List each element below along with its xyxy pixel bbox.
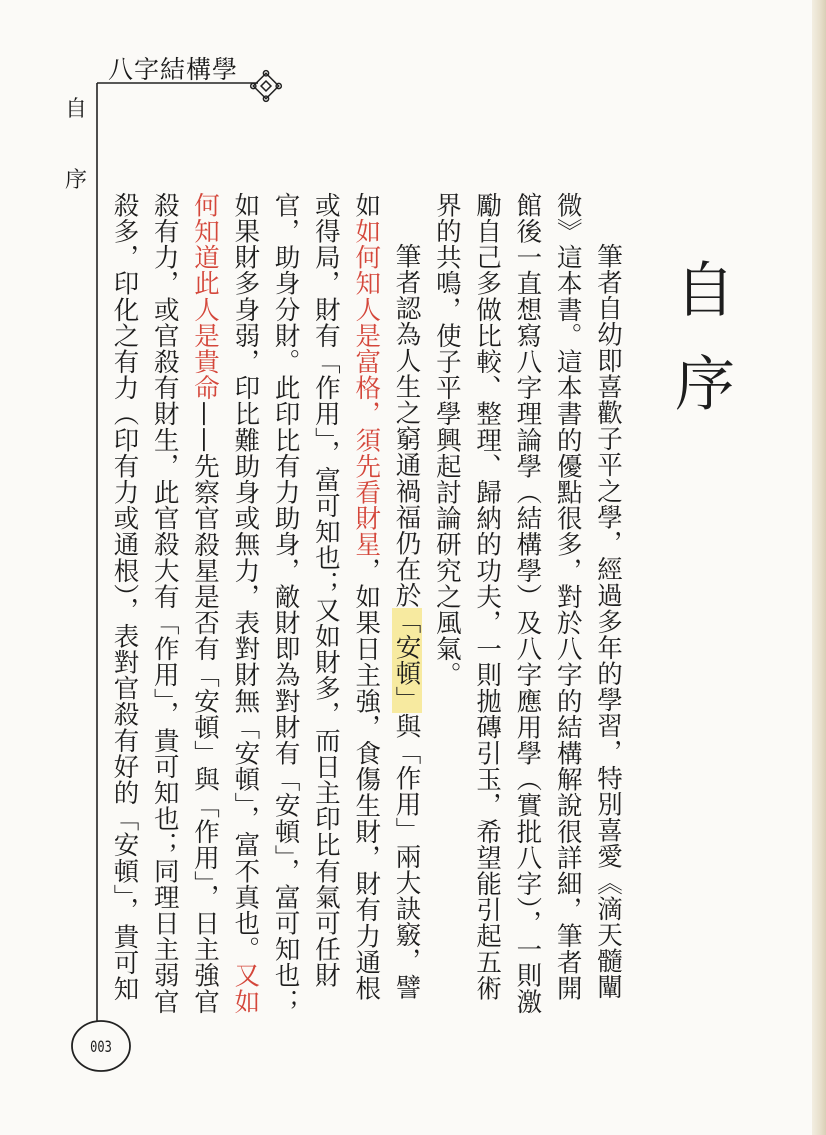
page-number: 003: [90, 1036, 112, 1056]
text-segment: ——先察官殺星是否有「安頓」與「作用」，日主強官殺有力，或官殺有財生，此官殺大有「作用」，貴可知也；同理日主弱官殺多，印化之有力（印有力或通根），表對官殺有好的「安頓」，貴可知: [109, 192, 221, 1015]
chapter-title: 自序: [665, 258, 735, 446]
side-title-char-1: 自: [64, 97, 87, 122]
book-title: 八字結構學: [108, 55, 239, 84]
side-title-char-2: 序: [64, 168, 87, 193]
knot-ornament-icon: [250, 70, 283, 103]
preface-body: [104, 192, 628, 1022]
text-segment: 筆者自幼即喜歡子平之學，經過多年的學習，特別喜愛《滴天髓闡微》這本書。這本書的優點很多，對於八字的結構解說很詳細，筆者開館後一直想寫八字理論學（結構學）及八字應用學（實批八字），一則激勵自己多做比較、整理、歸納的功夫，一則拋磚引玉，希望能引起五術界的共鳴，使子平學興起討論研究之風氣。: [431, 192, 623, 1015]
paragraph-2: [104, 192, 426, 1022]
text-segment: 如何知人是富格，須先看財星: [351, 218, 382, 558]
text-segment: 又如何知道此人是貴命: [190, 192, 261, 1015]
text-segment: 筆者認為人生之窮通禍福仍在於: [391, 243, 422, 609]
text-segment: ，如果日主強，食傷生財，財有力通根或得局，財有「作用」，富可知也；又如財多，而日主印比有氣可任財官，助身分財。此印比有力助身，敵財即為對財有「安頓」，富可知也；如果財多身弱，印比難助身或無力，表對財無「安頓」，富不真也。: [230, 192, 382, 1015]
paragraph-1: [427, 192, 628, 1022]
text-segment: 與「作用」兩大訣竅，譬如: [351, 192, 422, 1000]
text-segment: 「安頓」: [391, 608, 422, 713]
